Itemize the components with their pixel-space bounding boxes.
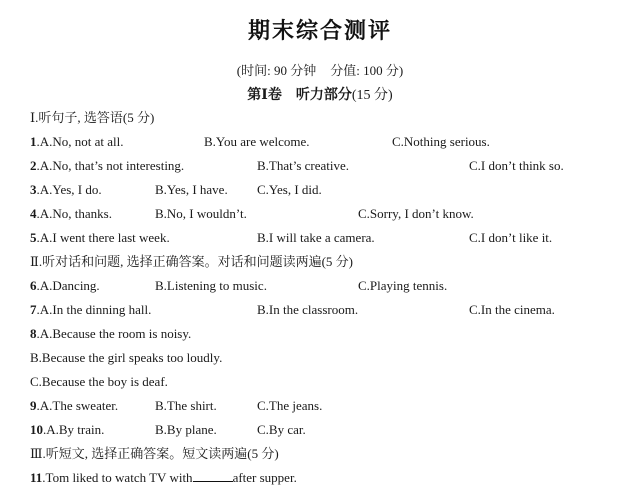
question-1: [30, 133, 490, 151]
option-c: C.The jeans.: [257, 398, 323, 413]
option-b: B.That’s creative.: [257, 158, 350, 173]
question-8-option-b: B.Because the girl speaks too loudly.: [30, 350, 223, 365]
exam-title: 期末综合测评: [247, 19, 392, 44]
option-b: B.No, I wouldn’t.: [155, 206, 247, 221]
option-a: .A.In the dinning hall.: [36, 302, 152, 317]
option-b: B.In the classroom.: [257, 302, 359, 317]
option-a: .A.No, not at all.: [36, 134, 124, 149]
option-c: C.I don’t like it.: [469, 230, 553, 245]
question-number: 1: [30, 134, 37, 149]
question-number: 4: [30, 206, 37, 221]
option-a: .A.No, thanks.: [36, 206, 112, 221]
section-2-heading: Ⅱ.听对话和问题, 选择正确答案。对话和问题读两遍(5 分): [30, 254, 353, 269]
option-c: C.In the cinema.: [469, 302, 555, 317]
option-b: B.Listening to music.: [155, 278, 267, 293]
option-a: .A.I went there last week.: [36, 230, 170, 245]
question-6: [30, 277, 448, 295]
option-b: B.You are welcome.: [204, 134, 310, 149]
option-a: .A.The sweater.: [36, 398, 119, 413]
option-a: .A.By train.: [43, 422, 105, 437]
question-number: 10: [30, 422, 43, 437]
question-number: 3: [30, 182, 37, 197]
question-8-option-c: C.Because the boy is deaf.: [30, 374, 168, 389]
question-3: [30, 181, 322, 199]
option-a: .A.Because the room is noisy.: [36, 326, 192, 341]
section-1-heading: Ⅰ.听句子, 选答语(5 分): [30, 110, 155, 125]
option-c: C.I don’t think so.: [469, 158, 564, 173]
question-text-after: after supper.: [232, 470, 297, 485]
option-a: .A.Dancing.: [36, 278, 100, 293]
exam-subtitle: [0, 60, 640, 79]
question-number: 2: [30, 158, 37, 173]
option-a: .A.Yes, I do.: [36, 182, 102, 197]
question-5: [30, 229, 553, 247]
option-b: B.The shirt.: [155, 398, 217, 413]
question-number: 5: [30, 230, 37, 245]
option-b: B.By plane.: [155, 422, 217, 437]
option-c: C.Nothing serious.: [392, 134, 490, 149]
part-points: (15 分): [351, 88, 393, 103]
question-number: 8: [30, 326, 37, 341]
total-score: 分值: 100 分): [330, 63, 404, 78]
option-b: B.Yes, I have.: [155, 182, 228, 197]
option-c: C.Yes, I did.: [257, 182, 322, 197]
part-title: [0, 84, 640, 104]
question-text-before: .Tom liked to watch TV with: [42, 470, 193, 485]
question-10: [30, 421, 306, 439]
option-b: B.I will take a camera.: [257, 230, 375, 245]
question-number: 11: [30, 470, 43, 485]
question-4: [30, 205, 474, 223]
question-11: [30, 469, 297, 487]
question-number: 6: [30, 278, 37, 293]
question-9: [30, 397, 323, 415]
time-limit: (时间: 90 分钟: [236, 63, 317, 78]
part-label: 第Ⅰ卷 听力部分: [247, 88, 352, 103]
question-number: 7: [30, 302, 37, 317]
question-2: [30, 157, 564, 175]
question-number: 9: [30, 398, 37, 413]
answer-blank: [193, 469, 233, 482]
option-a: .A.No, that’s not interesting.: [36, 158, 185, 173]
question-8: [30, 325, 191, 343]
option-c: C.By car.: [257, 422, 306, 437]
option-c: C.Sorry, I don’t know.: [358, 206, 474, 221]
section-3-heading: Ⅲ.听短文, 选择正确答案。短文读两遍(5 分): [30, 446, 279, 461]
question-7: [30, 301, 555, 319]
option-c: C.Playing tennis.: [358, 278, 448, 293]
